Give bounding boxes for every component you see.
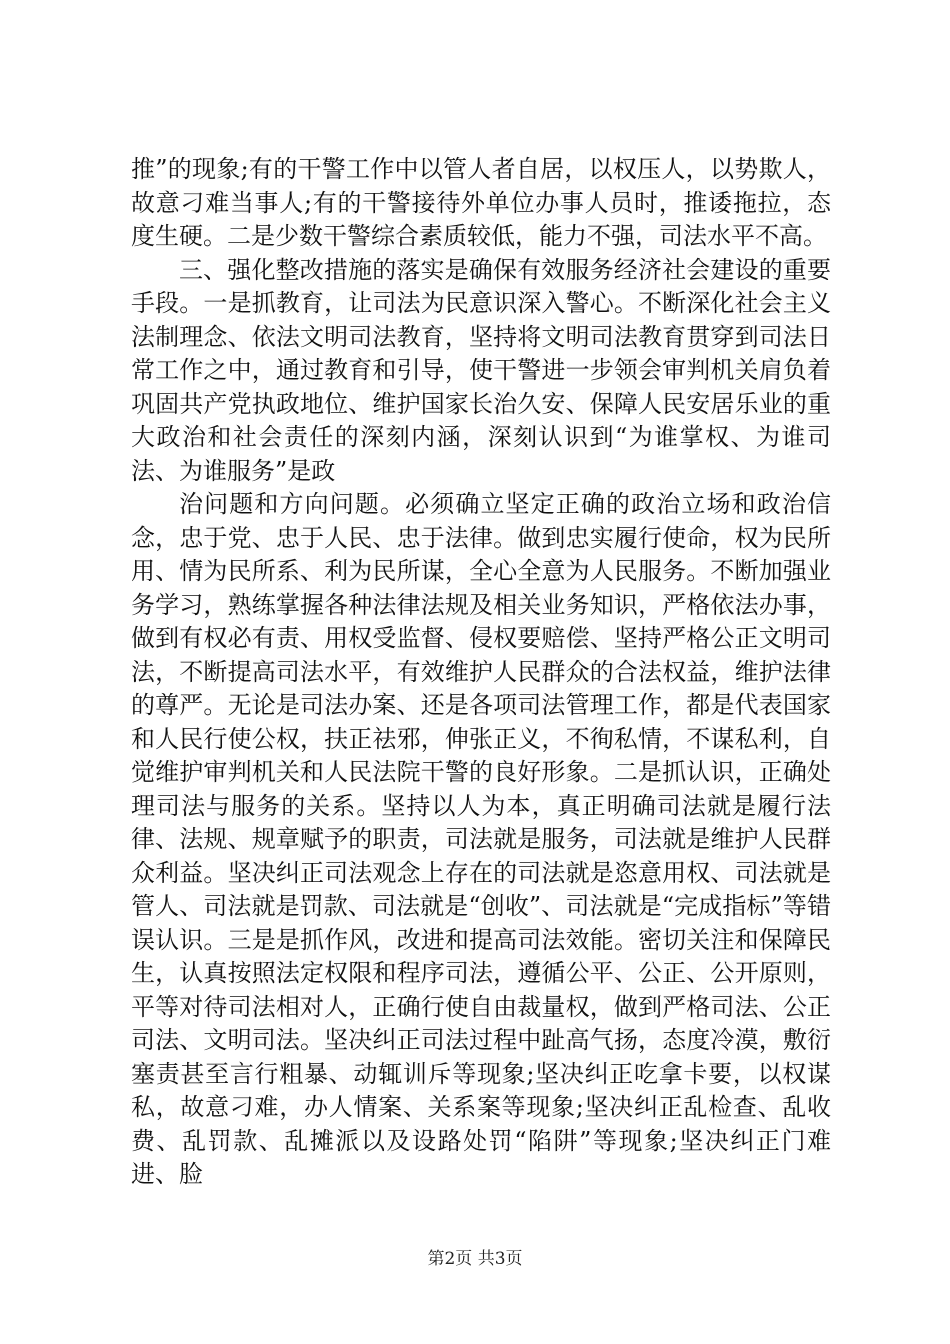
document-body bbox=[131, 153, 831, 1192]
paragraph-continuation: 推”的现象;有的干警工作中以管人者自居，以权压人，以势欺人，故意刁难当事人;有的干警接待外单位办事人员时，推诿拖拉，态度生硬。二是少数干警综合素质较低，能力不强，司法水平不高。 bbox=[131, 155, 831, 250]
paragraph-political-issues: 治问题和方向问题。必须确立坚定正确的政治立场和政治信念，忠于党、忠于人民、忠于法律。做到忠实履行使命，权为民所用、情为民所系、利为民所谋，全心全意为人民服务。不断加强业务学习，熟练掌握各种法律法规及相关业务知识，严格依法办事，做到有权必有责、用权受监督、侵权要赔偿、坚持严格公正文明司法，不断提高司法水平，有效维护人民群众的合法权益，维护法律的尊严。无论是司法办案、还是各项司法管理工作，都是代表国家和人民行使公权，扶正祛邪，伸张正义，不徇私情，不谋私利，自觉维护审判机关和人民法院干警的良好形象。二是抓认识，正确处理司法与服务的关系。坚持以人为本，真正明确司法就是履行法律、法规、规章赋予的职责，司法就是服务，司法就是维护人民群众利益。坚决纠正司法观念上存在的司法就是恣意用权、司法就是管人、司法就是罚款、司法就是“创收”、司法就是“完成指标”等错误认识。三是是抓作风，改进和提高司法效能。密切关注和保障民生，认真按照法定权限和程序司法，遵循公平、公正、公开原则，平等对待司法相对人，正确行使自由裁量权，做到严格司法、公正司法、文明司法。坚决纠正司法过程中趾高气扬，态度冷漠，敷衍塞责甚至言行粗暴、动辄训斥等现象;坚决纠正吃拿卡要，以权谋私，故意刁难，办人情案、关系案等现象;坚决纠正乱检查、乱收费、乱罚款、乱摊派以及设路处罚“陷阱”等现象;坚决纠正门难进、脸 bbox=[131, 490, 831, 1188]
paragraph-section-three: 三、强化整改措施的落实是确保有效服务经济社会建设的重要手段。一是抓教育，让司法为民意识深入警心。不断深化社会主义法制理念、依法文明司法教育，坚持将文明司法教育贯穿到司法日常工作之中，通过教育和引导，使干警进一步领会审判机关肩负着巩固共产党执政地位、维护国家长治久安、保障人民安居乐业的重大政治和社会责任的深刻内涵，深刻认识到“为谁掌权、为谁司法、为谁服务”是政 bbox=[131, 255, 831, 485]
page-number-footer: 第2页 共3页 bbox=[427, 1249, 523, 1269]
